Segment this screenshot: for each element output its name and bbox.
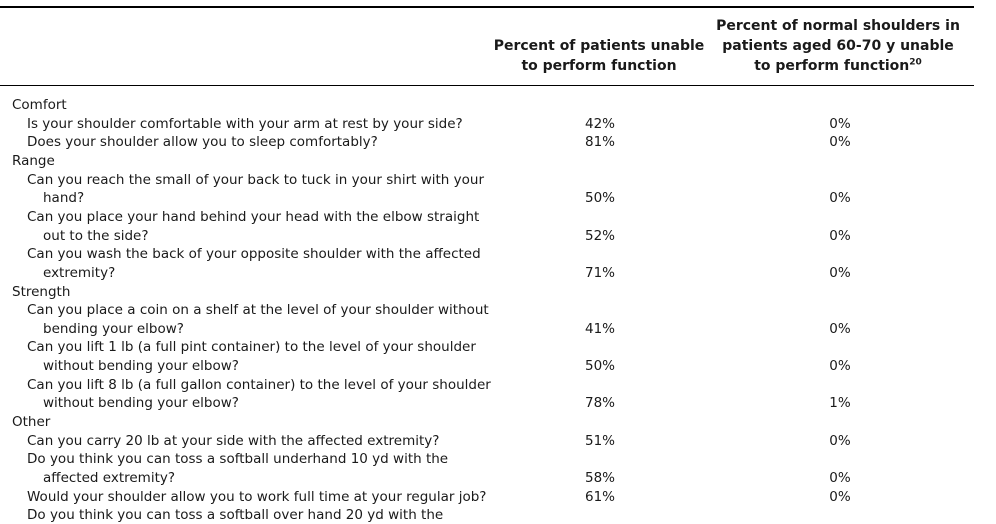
category-label: Strength <box>12 283 71 300</box>
question-text: without bending your elbow? <box>43 395 239 412</box>
category-label: Other <box>12 414 51 430</box>
percent-patients-unable: 81% <box>584 134 615 151</box>
question-text: Do you think you can toss a softball over hand 20 yd with the <box>27 507 444 524</box>
question-text: Can you reach the small of your back to tuck in your shirt with your <box>27 171 484 188</box>
question-text: out to the side? <box>43 227 149 244</box>
question-text: bending your elbow? <box>43 320 184 337</box>
percent-normal-unable: 0% <box>829 134 851 151</box>
percent-normal-unable: 0% <box>829 488 851 505</box>
question-text: Does your shoulder allow you to sleep comfortably? <box>27 134 378 151</box>
question-text: Can you place a coin on a shelf at the level of your shoulder without <box>27 302 489 319</box>
percent-patients-unable: 78% <box>584 395 615 412</box>
percent-patients-unable: 51% <box>584 432 615 449</box>
question-text: Can you carry 20 lb at your side with the affected extremity? <box>27 432 440 449</box>
question-text: Can you lift 8 lb (a full gallon container) to the level of your shoulder <box>27 376 491 393</box>
table-top-rule <box>0 6 974 8</box>
question-text: hand? <box>43 190 85 207</box>
percent-normal-unable: 0% <box>829 320 851 337</box>
percent-patients-unable: 50% <box>584 358 615 375</box>
column-header-patients-unable-text: Percent of patients unable to perform function <box>493 38 705 74</box>
percent-normal-unable: 0% <box>829 190 851 207</box>
question-text: Do you think you can toss a softball underhand 10 yd with the <box>27 451 449 468</box>
percent-patients-unable: 42% <box>584 115 615 132</box>
percent-normal-unable: 0% <box>829 358 851 375</box>
category-label: Range <box>12 152 55 169</box>
column-header-normal-shoulders <box>714 16 962 76</box>
percent-patients-unable: 41% <box>584 320 615 337</box>
category-label: Comfort <box>12 97 67 113</box>
question-text: Can you place your hand behind your head with the elbow straight <box>27 208 480 225</box>
percent-normal-unable: 0% <box>829 227 851 244</box>
column-header-patients-unable <box>492 36 706 76</box>
question-text: Can you lift 1 lb (a full pint container) to the level of your shoulder <box>27 339 476 356</box>
percent-patients-unable: 58% <box>584 470 615 486</box>
percent-patients-unable: 52% <box>584 227 615 244</box>
percent-normal-unable: 0% <box>829 264 851 281</box>
reference-superscript: 20 <box>909 57 922 68</box>
table-header-rule <box>0 85 974 86</box>
question-text: Can you wash the back of your opposite shoulder with the affected <box>27 246 481 263</box>
percent-normal-unable: 0% <box>829 115 851 132</box>
percent-patients-unable: 50% <box>584 190 615 207</box>
percent-patients-unable: 71% <box>584 264 615 281</box>
question-text: affected extremity? <box>43 470 176 486</box>
question-text: extremity? <box>43 264 116 281</box>
percent-patients-unable: 61% <box>584 488 615 505</box>
percent-normal-unable: 0% <box>829 432 851 449</box>
column-header-normal-shoulders-text: Percent of normal shoulders in patients aged 60-70 y unable to perform function <box>716 18 960 74</box>
question-text: Is your shoulder comfortable with your arm at rest by your side? <box>27 115 463 132</box>
question-text: Would your shoulder allow you to work full time at your regular job? <box>27 488 487 505</box>
percent-normal-unable: 0% <box>829 470 851 486</box>
percent-normal-unable: 1% <box>829 395 851 412</box>
question-text: without bending your elbow? <box>43 358 239 375</box>
